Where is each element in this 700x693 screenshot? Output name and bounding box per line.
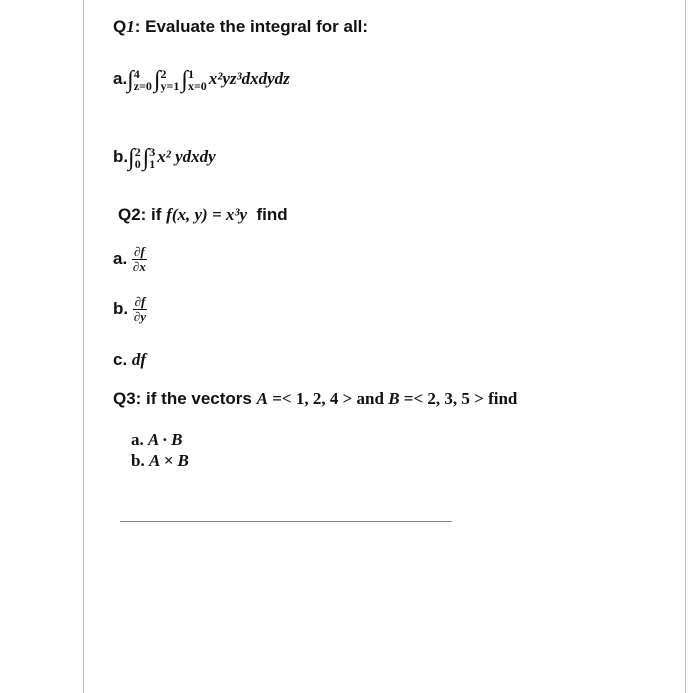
integral-sign: ∫ — [142, 145, 150, 171]
integral-sign: ∫ — [128, 145, 135, 171]
partial-derivative-fraction — [132, 245, 147, 274]
q2-heading-suffix: find — [256, 205, 288, 224]
integral-limits — [135, 146, 141, 170]
integral-sign: ∫ — [181, 67, 188, 93]
upper-limit: 1 — [187, 66, 194, 81]
integral-sign: ∫ — [153, 67, 161, 93]
upper-limit: 4 — [133, 66, 140, 81]
integral-sign: ∫ — [127, 67, 134, 93]
q2-part-a — [113, 245, 147, 274]
integral-limits — [149, 146, 155, 170]
upper-limit: 3 — [149, 144, 156, 159]
integrand: x²yz³dxdydz — [208, 69, 290, 88]
fraction-denominator: ∂y — [133, 309, 147, 324]
lower-limit: y=1 — [160, 78, 180, 93]
horizontal-rule — [120, 521, 452, 522]
q1-part-b — [113, 142, 216, 170]
q3-b-label: b. — [131, 451, 149, 470]
lower-limit: 0 — [134, 156, 141, 171]
vector-a-name: A — [256, 389, 268, 408]
q1-part-a — [113, 64, 290, 92]
q3-a-label: a. — [131, 430, 148, 449]
q2-heading — [118, 205, 288, 225]
q3-part-a — [131, 430, 183, 450]
integral-limits — [161, 68, 180, 92]
q1-heading — [113, 17, 368, 37]
q2-function: f(x, y) = x³y — [166, 205, 248, 224]
q1-a-label: a. — [113, 69, 128, 88]
q1-label: Q — [113, 17, 127, 36]
q2-c-label: c. — [113, 350, 128, 369]
partial-derivative-fraction — [133, 295, 147, 324]
lower-limit: x=0 — [187, 78, 207, 93]
vector-b-name: B — [388, 389, 400, 408]
upper-limit: 2 — [134, 144, 141, 159]
q3-a-expr: A · B — [148, 430, 183, 449]
q2-heading-prefix: Q2: if — [118, 205, 167, 224]
q3-heading — [113, 389, 517, 409]
q1-number: 1 — [126, 17, 135, 36]
lower-limit: 1 — [149, 156, 156, 171]
q1-heading-text: : Evaluate the integral for all: — [134, 17, 369, 36]
fraction-numerator: ∂f — [134, 294, 146, 309]
vector-b-value: =< 2, 3, 5 > — [399, 389, 489, 408]
integrand: x² ydxdy — [157, 147, 216, 166]
q2-a-label: a. — [113, 248, 128, 268]
vector-a-value: =< 1, 2, 4 > — [267, 389, 357, 408]
fraction-numerator: ∂f — [132, 245, 147, 260]
page-left-edge — [83, 0, 84, 693]
q3-heading-prefix: Q3: if the vectors — [113, 389, 257, 408]
q3-part-b — [131, 451, 189, 471]
lower-limit: z=0 — [133, 78, 152, 93]
page-right-edge — [685, 0, 686, 693]
fraction-denominator: ∂x — [132, 259, 146, 274]
integral-limits — [188, 68, 207, 92]
q2-part-c — [113, 350, 146, 370]
integral-limits — [134, 68, 152, 92]
find-text: find — [488, 389, 518, 408]
and-text: and — [356, 389, 389, 408]
q2-c-expr: df — [131, 350, 147, 369]
q3-b-expr: A × B — [148, 451, 189, 470]
q1-b-label: b. — [113, 147, 129, 166]
q2-b-label: b. — [113, 298, 129, 318]
q2-part-b — [113, 295, 147, 324]
upper-limit: 2 — [160, 66, 167, 81]
